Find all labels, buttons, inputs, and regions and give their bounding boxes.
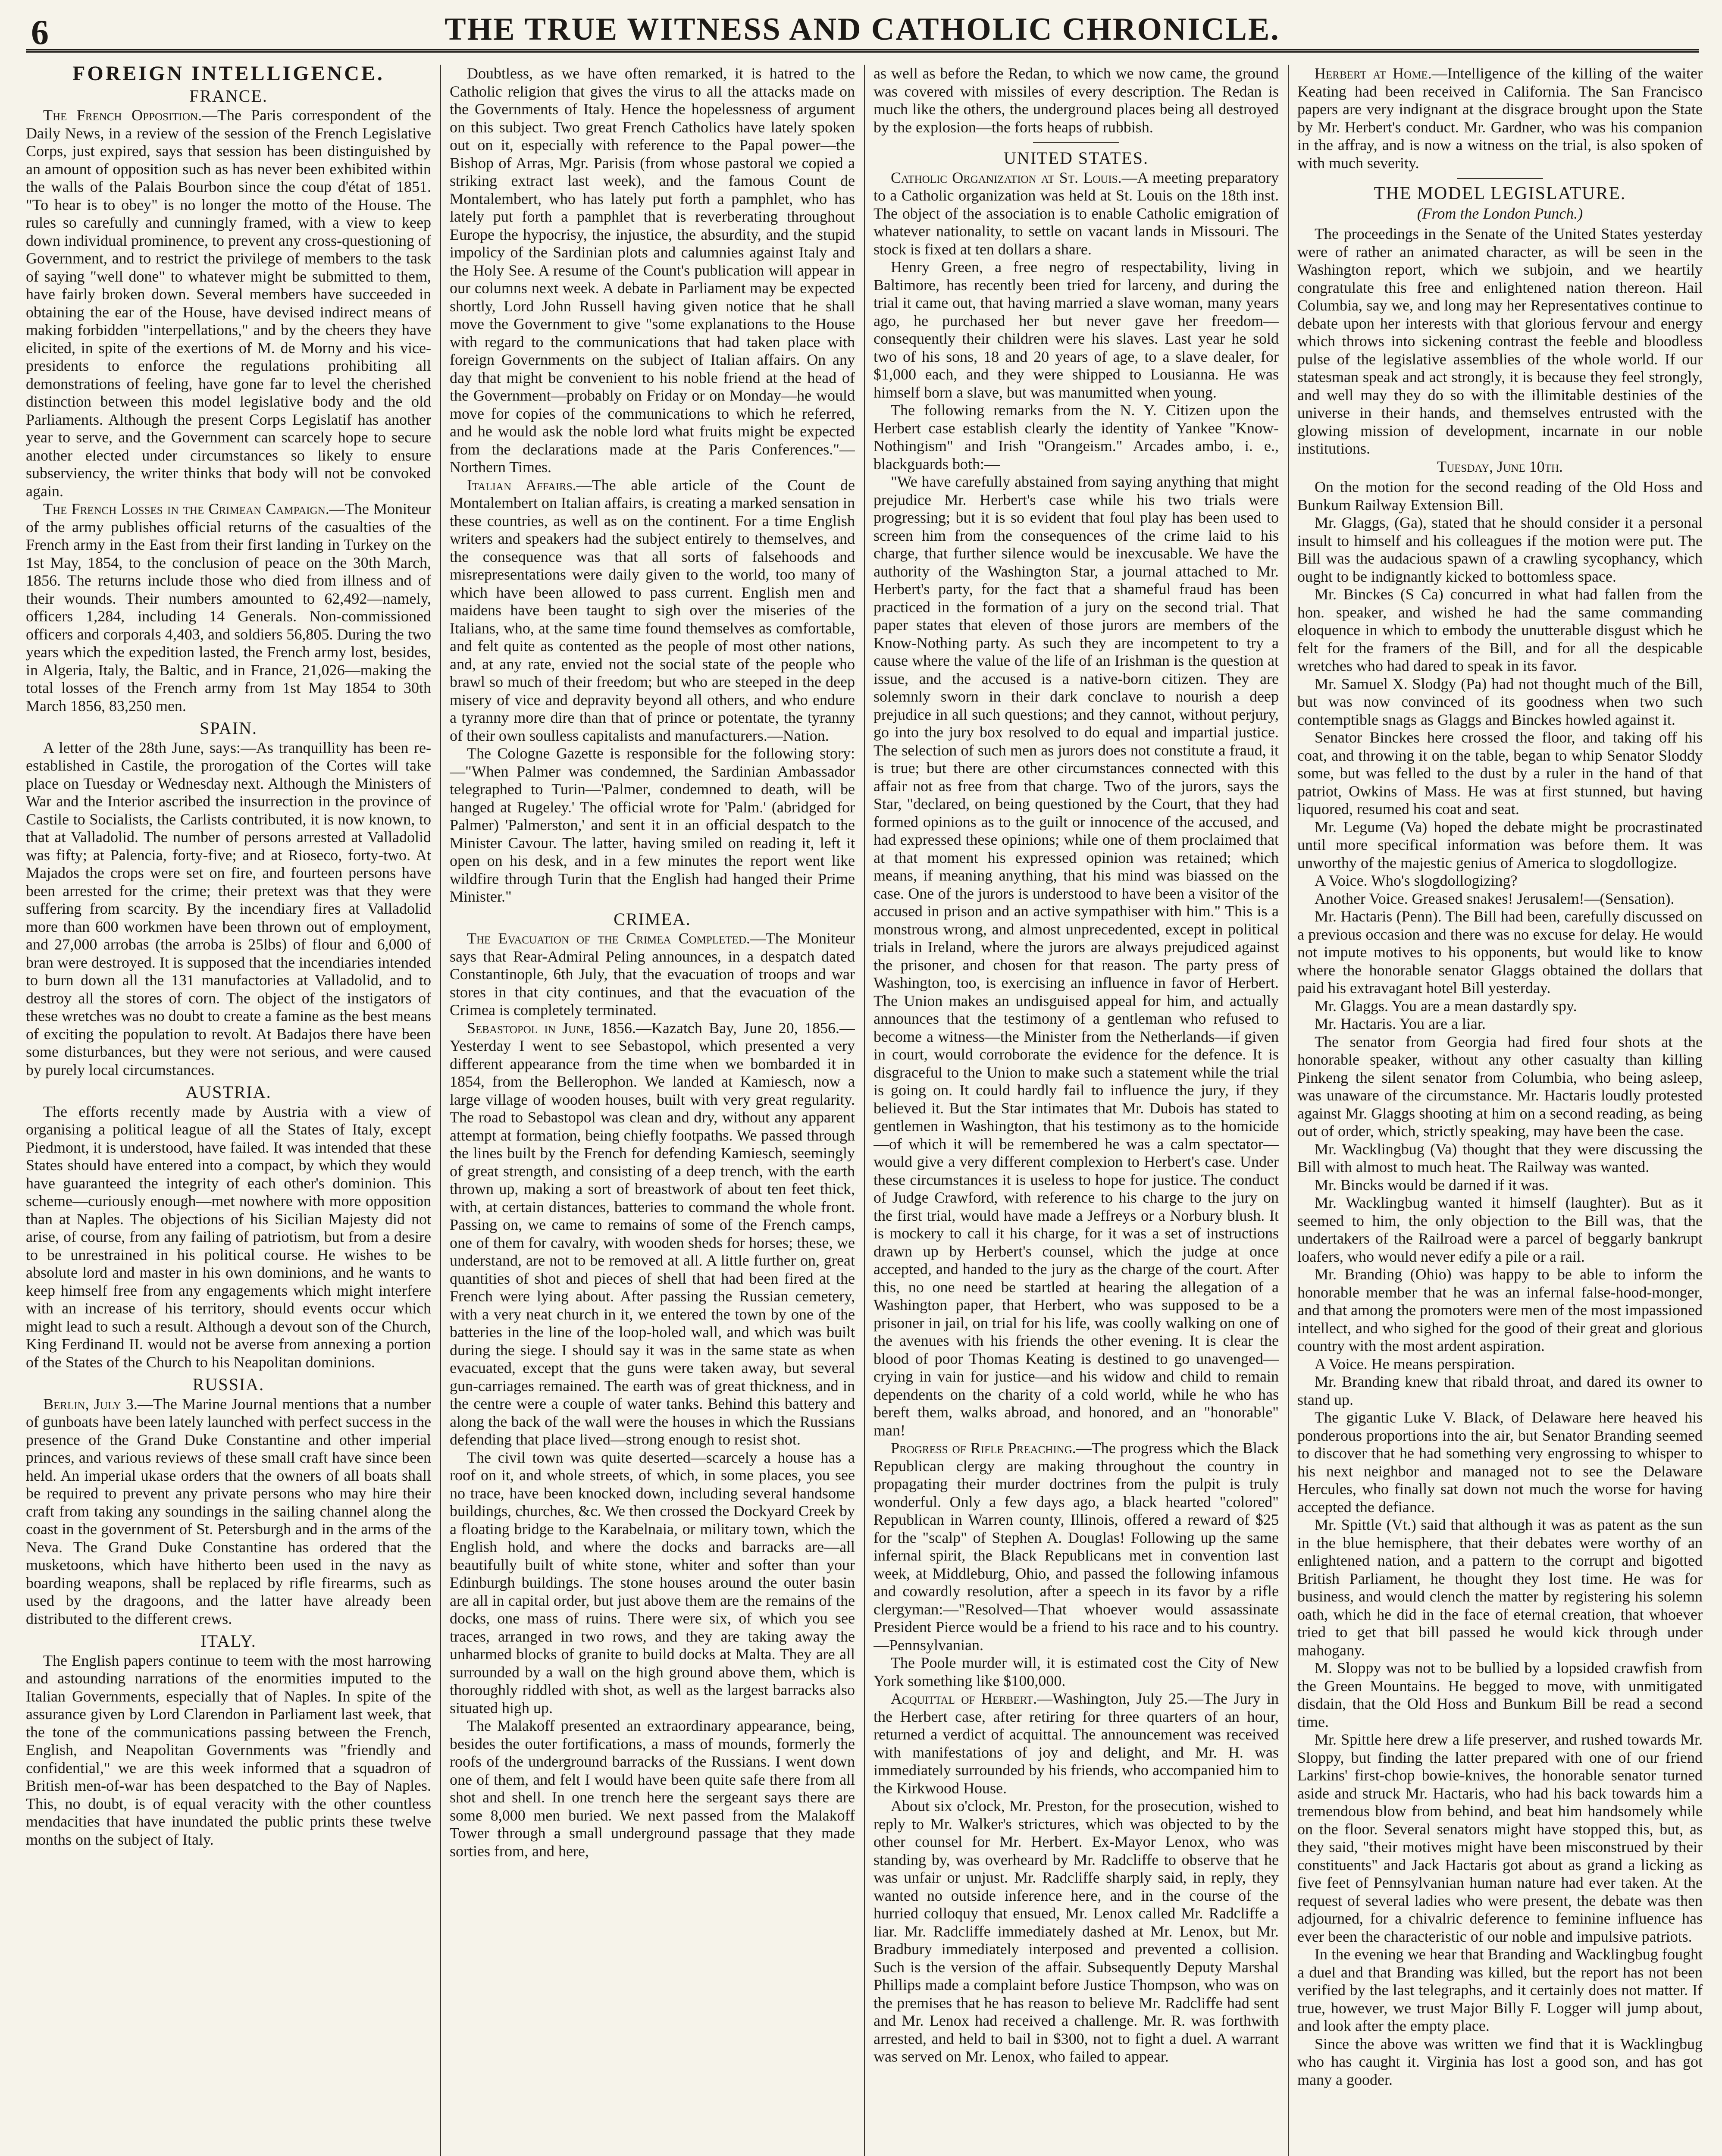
article-paragraph: "We have carefully abstained from saying anything that might prejudice Mr. Herbert's case while his two trials were progressing; but it is so evident that foul play has been used to screen him from the consequences of the crime laid to his charge, that further silence would be inexcusable. We have the authority of the Washington Star, a journal attached to Mr. Herbert's party, for the fact that a shameful fraud has been practiced in the formation of a jury on the second trial. That paper states that eleven of those jurors are members of the Know-Nothing party. As such they are incompetent to try a cause where the value of the life of an Irishman is the question at issue, and the accused is a native-born citizen. They are solemnly sworn in their dark conclave to nourish a deep prejudice in all such questions; and they cannot, without perjury, go into the jury box resolved to do equal and impartial justice. The selection of such men as jurors does not constitute a fraud, it is true; but there are other circumstances connected with this affair not as free from that charge. Two of the jurors, says the Star, "declared, on being questioned by the Court, that they had formed opinions as to the guilt or innocence of the accused, and had expressed these opinions; while one of them proclaimed that at that moment his expressed opinion was retained; which means, if meaning anything, that his mind was biassed on the case. One of the jurors is understood to have been a visitor of the accused in prison and an active sympathiser with him." This is a monstrous wrong, and almost unprecedented, except in political trials in Ireland, where the jurors are always prejudiced against the prisoner, and chosen for that reason. The party press of Washington, too, is exercising an influence in favor of Herbert. The Union makes an undisguised appeal for him, and actually announces that the testimony of a gentleman who refused to become a witness—the Minister from the Netherlands—if given in court, would corroborate the evidence for the defence. It is disgraceful to the Union to make such a statement while the trial is going on. It could hardly fail to influence the jury, if they believed it. But the Star intimates that Mr. Dubois has stated to gentlemen in Washington, that his testimony as to the homicide—of which it will be remembered he was a calm spectator—would give a very different complexion to Herbert's case. Under these circumstances it is useless to hope for justice. The conduct of Judge Crawford, with reference to his charge to the jury on the first trial, would have made a Jeffreys or a Norbury blush. It is mockery to call it his charge, for it was a set of instructions drawn up by Herbert's counsel, which the judge at once accepted, and handed to the jury as the charge of the court. After this, no one need be startled at hearing the allegation of a Washington paper, that Herbert, who was supposed to be a prisoner in jail, on trial for his life, was coolly walking on one of the avenues with his friends the other evening. It is clear the blood of poor Thomas Keating is destined to go unavenged—crying in vain for justice—and his widow and child to remain dependents on the charity of a cold world, while he who has bereft them, walks abroad, and honored, and an "honorable" man!	[874, 473, 1279, 1439]
lead-in: Herbert at Home.	[1315, 65, 1432, 82]
article-paragraph: Mr. Samuel X. Slodgy (Pa) had not thought much of the Bill, but was now convinced of its goodness when two such contemptible snags as Glaggs and Binckes howled against it.	[1297, 675, 1703, 728]
lead-in: Italian Affairs.	[467, 476, 576, 494]
article-paragraph: Mr. Spittle (Vt.) said that although it was as patent as the sun in the blue hemisphere, that their debates were worthy of an enlightened nation, and a pattern to the corrupt and bigotted British Parliament, he thought they lost time. He was for business, and would clench the matter by registering his solemn oath, which he did in the face of eternal creation, that whoever tried to get that bill passed he would kick through under mahogany.	[1297, 1516, 1703, 1659]
article-paragraph: Senator Binckes here crossed the floor, and taking off his coat, and throwing it on the table, began to whip Senator Sloddy some, but was felled to the dust by a ruler in the hand of that patriot, Owkins of Mass. He was at first stunned, but having liquored, resumed his coat and seat.	[1297, 729, 1703, 818]
article-paragraph	[450, 476, 855, 745]
paragraph-text: —The able article of the Count de Montalembert on Italian affairs, is creating a marked sensation in these countries, as well as on the continent. For a time English writers and speakers had the subject entirely to themselves, and the consequence was that all sorts of falsehoods and misrepresentations were daily given to the world, too many of which have been allowed to pass current. English men and maidens have been taught to sigh over the miseries of the Italians, who, at the same time found themselves as comfortable, and felt quite as contented as the people of most other nations, and, at any rate, envied not the social state of the people who brawl so much of their freedom; but who are steeped in the deep misery of vice and depravity beyond all others, and who endure a tyranny more dire than that of prince or potentate, the tyranny of their own soulless capitalists and manufacturers.—Nation.	[450, 476, 855, 744]
article-paragraph: Doubtless, as we have often remarked, it is hatred to the Catholic religion that gives the virus to all the attacks made on the Governments of Italy. Hence the hopelessness of argument on this subject. Two great French Catholics have lately spoken out on it, especially with reference to the Papal power—the Bishop of Arras, Mgr. Parisis (from whose pastoral we copied a striking extract last week), and the famous Count de Montalembert, who has lately put forth a pamphlet, who has lately put forth a pamphlet that is reverberating throughout Europe the hypocrisy, the injustice, the absurdity, and the stupid impolicy of the Sardinian plots and calumnies against Italy and the Holy See. A resume of the Count's publication will appear in our columns next week. A debate in Parliament may be expected shortly, Lord John Russell having given notice that he shall move the Government to give "some explanations to the House with regard to the communications that had taken place with foreign Governments on the subject of Italian affairs. On any day that might be convenient to his noble friend at the head of the Government—probably on Friday or on Monday—he would move for copies of the communications to which he referred, and he would ask the noble lord what fruits might be expected from the declarations made at the Paris Conferences."—Northern Times.	[450, 65, 855, 476]
article-paragraph	[26, 107, 431, 500]
heading-austria: AUSTRIA.	[185, 1082, 272, 1102]
source-line: (From the London Punch.)	[1417, 204, 1583, 222]
article-paragraph	[450, 930, 855, 1019]
column-4	[1297, 65, 1703, 2156]
article-paragraph: Henry Green, a free negro of respectability, living in Baltimore, has recently been tried for larceny, and during the trial it came out, that having married a slave woman, many years ago, he purchased her but never gave her freedom—consequently their children were his slaves. Last year he sold two of his sons, 18 and 20 years of age, to a slave dealer, for $1,000 each, and they were shipped to Lousianna. He was himself born a slave, but was manumitted when young.	[874, 258, 1279, 401]
column-rule	[440, 65, 441, 2156]
section-heading: FOREIGN INTELLIGENCE.	[72, 65, 385, 85]
article-paragraph	[874, 1439, 1279, 1654]
article-paragraph: Since the above was written we find that it is Wacklingbug who has caught it. Virginia has lost a good son, and has got many a gooder.	[1297, 2035, 1703, 2088]
column-rule	[1288, 65, 1289, 2156]
newspaper-title: THE TRUE WITNESS AND CATHOLIC CHRONICLE.	[445, 12, 1280, 47]
article-paragraph: A letter of the 28th June, says:—As tranquillity has been re-established in Castile, the prorogation of the Cortes will take place on Tuesday or Wednesday next. Although the Ministers of War and the Interior ascribed the insurrection in the province of Castile to Socialists, the Carlists contributed, it is now known, to that at Valladolid. The number of persons arrested at Valladolid was fifty; at Palencia, forty-five; and at Rioseco, forty-two. At Majados the crops were set on fire, and fourteen persons have been arrested for the crime; their pretext was that they were suffering from scarcity. By the incendiary fires at Valladolid more than 600 workmen have been thrown out of employment, and 27,000 arrobas (the arroba is 25lbs) of flour and 6,000 of bran were destroyed. It is supposed that the incendiaries intended to burn down all the 131 manufactories at Valladolid, and to destroy all the stores of corn. The object of the instigators of these wretches was no doubt to create a famine as the best means of exciting the population to revolt. At Badajos there have been some disturbances, but they were not serious, and were caused by purely local circumstances.	[26, 739, 431, 1078]
article-paragraph	[1297, 65, 1703, 172]
article-paragraph: In the evening we hear that Branding and Wacklingbug fought a duel and that Branding was killed, but the report has not been verified by the last telegraphs, and it certainly does not matter. If true, however, we trust Major Billy F. Logger will jump about, and look after the empty place.	[1297, 1946, 1703, 2034]
masthead	[26, 10, 1699, 53]
article-paragraph: Another Voice. Greased snakes! Jerusalem!—(Sensation).	[1315, 890, 1675, 907]
article-paragraph: Mr. Glaggs. You are a mean dastardly spy.	[1315, 997, 1577, 1015]
article-paragraph: M. Sloppy was not to be bullied by a lopsided crawfish from the Green Mountains. He begged to move, with unmitigated disdain, that the Old Hoss and Bunkum Bill be read a second time.	[1297, 1659, 1703, 1730]
date-line: Tuesday, June 10th.	[1437, 458, 1563, 475]
article-paragraph: A Voice. Who's slogdollogizing?	[1315, 872, 1518, 889]
article-paragraph	[26, 500, 431, 715]
paragraph-text: —A meeting preparatory to a Catholic organization was held at St. Louis on the 18th inst. The object of the association is to enable Catholic emigration of whatever nationality, to settle on vacant lands in Missouri. The stock is fixed at ten dollars a share.	[874, 169, 1279, 258]
paragraph-text: —Washington, July 25.—The Jury in the Herbert case, after retiring for three quarters of an hour, returned a verdict of acquittal. The announcement was received with manifestations of joy and delight, and Mr. H. was immediately surrounded by his friends, who accompanied him to the Kirkwood House.	[874, 1690, 1279, 1797]
article-paragraph: The following remarks from the N. Y. Citizen upon the Herbert case establish clearly the identity of Yankee "Know-Nothingism" and Irish "Orangeism." Arcades ambo, i. e., blackguards both:—	[874, 401, 1279, 473]
article-paragraph: On the motion for the second reading of the Old Hoss and Bunkum Railway Extension Bill.	[1297, 478, 1703, 514]
article-paragraph	[450, 1019, 855, 1449]
article-paragraph	[874, 169, 1279, 259]
lead-in: Catholic Organization at St. Louis.	[891, 169, 1122, 186]
heading-france: FRANCE.	[189, 86, 268, 106]
paragraph-text: —The Paris correspondent of the Daily News, in a review of the session of the French Legislative Corps, just expired, says that session has been distinguished by an amount of opposition such as has never been exhibited within the walls of the Palais Bourbon since the coup d'état of 1851. "To hear is to obey" is no longer the motto of the House. The rules so carefully and cunningly framed, with a view to keep down individual prominence, to prevent any cross-questioning of Government, and to restrict the privilege of members to the task of saying "well done" to whatever might be submitted to them, have fairly broken down. Several members have succeeded in obtaining the ear of the House, have devised indirect means of making forbidden "interpellations," and by the cheers they have elicited, in spite of the exertions of M. de Morny and his vice-presidents to enforce the regulations prohibiting all demonstrations of feeling, have gone far to level the cherished distinction between this model legislative body and the old Parliaments. Although the present Corps Legislatif has another year to serve, and the Government can scarcely hope to secure another elected under circumstances so likely to ensure subserviency, the writer thinks that body will not be convoked again.	[26, 107, 431, 500]
column-1	[26, 65, 431, 2156]
paragraph-text: —Kazatch Bay, June 20, 1856.—Yesterday I went to see Sebastopol, which presented a very different appearance from the time when we bombarded it in 1854, from the Bellerophon. We landed at Kamiesch, now a large village of wooden houses, built with very great regularity. The road to Sebastopol was clean and dry, without any apparent attempt at formation, being chiefly footpaths. We passed through the lines built by the French for defending Kamiesch, seemingly of great strength, and consisting of a deep trench, with the earth thrown up, making a sort of breastwork of about ten feet thick, with, at certain distances, batteries to command the whole front. Passing on, we came to remains of some of the French camps, one of them for cavalry, with wooden sheds for horses; these, we understand, are not to be removed at all. A little further on, great quantities of shot and pieces of shell that had been fired at the French were lying about. After passing the Russian cemetery, with a very neat church in it, we entered the town by one of the batteries in the line of the loop-holed wall, and which was built during the siege. I should say it was in the same state as when evacuated, except that the guns were taken away, but several gun-carriages remained. The earth was of great thickness, and in the centre were a couple of water tanks. Behind this battery and along the back of the wall were the houses in which the Russians defending that place lived—strong enough to resist shot.	[450, 1019, 855, 1448]
lead-in: The French Losses in the Crimean Campaign.	[43, 500, 329, 517]
article-paragraph: Mr. Wacklingbug (Va) thought that they were discussing the Bill with almost to much heat. The Railway was wanted.	[1297, 1140, 1703, 1175]
column-3	[874, 65, 1279, 2156]
paragraph-text: —The Marine Journal mentions that a number of gunboats have been lately launched with perfect success in the presence of the Grand Duke Constantine and other imperial princes, and various reviews of these small craft have since been held. An imperial ukase orders that the owners of all boats shall be required to prevent any private persons who may hire their craft from taking any soundings in the sailing channel along the coast in the government of St. Petersburgh and in the arms of the Neva. The Grand Duke Constantine has ordered that the musketoons, which have hitherto been used in the navy as boarding weapons, shall be replaced by rifle firearms, such as used by the dragoons, and the latter have already been distributed to the different crews.	[26, 1395, 431, 1627]
lead-in: Berlin, July 3.	[43, 1395, 138, 1413]
heading-united-states: UNITED STATES.	[1004, 148, 1149, 168]
heading-spain: SPAIN.	[200, 718, 257, 738]
column-rule	[864, 65, 865, 2156]
heading-italy: ITALY.	[200, 1631, 257, 1651]
article-paragraph: Mr. Binckes (S Ca) concurred in what had fallen from the hon. speaker, and wished he had the same commanding eloquence in which to embody the unutterable disgust which he felt for the framers of the Bill, and for all the despicable wretches who had dared to speak in its favor.	[1297, 586, 1703, 674]
article-paragraph: The efforts recently made by Austria with a view of organising a political league of all the States of Italy, except Piedmont, it is understood, have failed. It was intended that these States should have entered into a compact, by which they would have guaranteed the integrity of each other's dominion. This scheme—curiously enough—met nowhere with more opposition than at Naples. The objections of his Sicilian Majesty did not arise, of course, from any failing of patriotism, but from a desire to be unrestrained in his political course. He wishes to be absolute lord and master in his own dominions, and he wants to keep himself free from any engagements which might interfere with an increase of his territory, should events occur which might lead to such a result. Although a devout son of the Church, King Ferdinand II. would not be averse from annexing a portion of the States of the Church to his Neapolitan dominions.	[26, 1103, 431, 1371]
article-paragraph: The Poole murder will, it is estimated cost the City of New York something like $100,000.	[874, 1654, 1279, 1689]
article-paragraph: The civil town was quite deserted—scarcely a house has a roof on it, and whole streets, of which, in some places, you see no trace, have been knocked down, including several handsome buildings, churches, &c. We then crossed the Dockyard Creek by a floating bridge to the Karabelnaia, or military town, which the English hold, and where the docks and barracks are—all beautifully built of white stone, whiter and softer than your Edinburgh buildings. The stone houses around the outer basin are all in capital order, but just above them are the remains of the docks, one mass of ruins. There were six, of which you see traces, arranged in two rows, and they are taking away the unharmed blocks of granite to build docks at Malta. They are all surrounded by a wall on the high ground above them, which is thoroughly riddled with shot, as well as the largest barracks also situated high up.	[450, 1448, 855, 1717]
divider	[1457, 178, 1543, 179]
paragraph-text: —The progress which the Black Republican clergy are making throughout the country in propagating their murder doctrines from the pulpit is truly wonderful. Only a few days ago, a black hearted "colored" Republican in Warren county, Illinois, offered a reward of $25 for the "scalp" of Stephen A. Douglas! Following up the same infernal spirit, the Black Republicans met in convention last week, at Middleburg, Ohio, and passed the following infamous and cowardly resolution, after a speech in its favor by a rifle clergyman:—"Resolved—That whoever would assassinate President Pierce would be a friend to his race and to his country.—Pennsylvanian.	[874, 1439, 1279, 1654]
divider	[1033, 142, 1119, 143]
paragraph-text: —The Moniteur says that Rear-Admiral Peling announces, in a despatch dated Constantinople, 6th July, that the evacuation of troops and war stores in that city continues, and that the evacuation of the Crimea is completely terminated.	[450, 930, 855, 1018]
article-paragraph: Mr. Branding knew that ribald throat, and dared its owner to stand up.	[1297, 1373, 1703, 1408]
heading-russia: RUSSIA.	[192, 1375, 265, 1394]
article-paragraph: The Malakoff presented an extraordinary appearance, being, besides the outer fortifications, a mass of mounds, formerly the roofs of the underground barracks of the Russians. I went down one of them, and felt I would have been quite safe there from all shot and shell. In one trench here the sergeant says there are some 8,000 men buried. We next passed from the Malakoff Tower through a small underground passage that they made sorties from, and here,	[450, 1717, 855, 1860]
article-paragraph: Mr. Glaggs, (Ga), stated that he should consider it a personal insult to himself and his colleagues if the motion were put. The Bill was the audacious spawn of a crawling sycophancy, which ought to be indignantly kicked to bottomless space.	[1297, 514, 1703, 585]
heading-model-legislature: THE MODEL LEGISLATURE.	[1374, 184, 1626, 204]
page-number: 6	[31, 13, 49, 52]
lead-in: The French Opposition.	[43, 107, 202, 124]
column-2	[450, 65, 855, 2156]
article-paragraph: About six o'clock, Mr. Preston, for the prosecution, wished to reply to Mr. Walker's strictures, which was objected to by the other counsel for Mr. Herbert. Ex-Mayor Lenox, who was standing by, was overheard by Mr. Radcliffe to observe that he was unfair or unjust. Mr. Radcliffe sharply said, in reply, they wanted no outside inference here, and in the course of the hurried colloquy that ensued, Mr. Lenox called Mr. Radcliffe a liar. Mr. Radcliffe immediately dashed at Mr. Lenox, but Mr. Bradbury immediately interposed and prevented a collision. Such is the version of the affair. Subsequently Deputy Marshal Phillips made a complaint before Justice Thompson, who was on the premises that he has reason to believe Mr. Radcliffe had sent and Mr. Lenox had received a challenge. Mr. R. was forthwith arrested, and held to bail in $300, not to fight a duel. A warrant was served on Mr. Lenox, who failed to appear.	[874, 1797, 1279, 2065]
lead-in: The Evacuation of the Crimea Completed.	[467, 930, 750, 947]
article-paragraph	[874, 1690, 1279, 1797]
article-paragraph: The English papers continue to teem with the most harrowing and astounding narrations of the enormities imputed to the Italian Governments, especially that of Naples. In spite of the assurance given by Lord Clarendon in Parliament last week, that the tone of the communications passing between the French, English, and Neapolitan Governments was "friendly and confidential," we are this week informed that a squadron of British men-of-war has been despatched to the Bay of Naples. This, no doubt, is of equal veracity with the other countless mendacities that have inundated the public prints these twelve months on the subject of Italy.	[26, 1651, 431, 1848]
article-paragraph: Mr. Branding (Ohio) was happy to be able to inform the honorable member that he was an infernal false-hood-monger, and that among the promoters were men of the most impassioned intellect, and who sighed for the good of their great and glorious country with the most ardent aspiration.	[1297, 1266, 1703, 1354]
article-paragraph: Mr. Spittle here drew a life preserver, and rushed towards Mr. Sloppy, but finding the latter prepared with one of our friend Larkins' first-chop bowie-knives, the honorable senator turned aside and struck Mr. Hactaris, who had his back towards him a tremendous blow from behind, and beat him handsomely while on the floor. Several senators might have stopped this, but, as they said, "their motives might have been misconstrued by their constituents" and Jack Hactaris got about as grand a licking as five feet of Pennsylvanian human nature had ever taken. At the request of several ladies who were present, the debate was then adjourned, for a chivalric deference to feminine influence has ever been the characteristic of our noble and impulsive patriots.	[1297, 1731, 1703, 1945]
heading-crimea: CRIMEA.	[614, 909, 691, 929]
article-paragraph: The senator from Georgia had fired four shots at the honorable speaker, without any other casualty than killing Pinkeng the silent senator from Columbia, who being asleep, was unaware of the circumstance. Mr. Hactaris loudly protested against Mr. Glaggs shooting at him on a second reading, as being out of order, which, strictly speaking, may have been the case.	[1297, 1033, 1703, 1140]
paragraph-text: —Intelligence of the killing of the waiter Keating had been received in California. The San Francisco papers are very indignant at the disgrace brought upon the State by Mr. Herbert's conduct. Mr. Gardner, who was his companion in the affray, and is now a witness on the trial, is also spoken of with much severity.	[1297, 65, 1703, 172]
article-paragraph: as well as before the Redan, to which we now came, the ground was covered with missiles of every description. The Redan is much like the others, the underground places being all destroyed by the explosion—the forts heaps of rubbish.	[874, 65, 1279, 136]
article-paragraph: Mr. Hactaris (Penn). The Bill had been, carefully discussed on a previous occasion and there was no excuse for delay. He would not impute motives to his opponents, but would like to know where the honorable senator Glaggs obtained the dollars that paid his extravagant hotel Bill yesterday.	[1297, 908, 1703, 997]
article-paragraph	[26, 1395, 431, 1628]
article-paragraph: Mr. Bincks would be darned if it was.	[1315, 1176, 1549, 1194]
article-paragraph: Mr. Hactaris. You are a liar.	[1315, 1015, 1486, 1032]
article-paragraph: Mr. Wacklingbug wanted it himself (laughter). But as it seemed to him, the only objection to the Bill was, that the undertakers of the Railroad were a parcel of beggarly bankrupt loafers, who would never edify a pile or a rail.	[1297, 1194, 1703, 1265]
lead-in: Acquittal of Herbert.	[891, 1690, 1037, 1707]
lead-in: Sebastopol in June, 1856.	[467, 1019, 636, 1037]
article-paragraph: The gigantic Luke V. Black, of Delaware here heaved his ponderous proportions into the air, but Senator Branding seemed to discover that he had something very engrossing to whisper to his next neighbor and managed not to see the Delaware Hercules, who finally sat down not much the worse for having accepted the defiance.	[1297, 1409, 1703, 1516]
lead-in: Progress of Rifle Preaching.	[891, 1439, 1076, 1457]
article-paragraph: The proceedings in the Senate of the United States yesterday were of rather an animated character, as will be seen in the Washington report, which we subjoin, and we heartily congratulate this free and enlightened nation thereon. Hail Columbia, say we, and long may her Representatives continue to debate upon her interests with that glorious fervour and energy which throws into sickening contrast the feeble and bloodless pulse of the legislative assemblies of the whole world. If our statesman speak and act strongly, it is because they feel strongly, and well may they do so with the illimitable destinies of the universe in their hands, and themselves entrusted with the glowing mission of development, incarnate in our noble institutions.	[1297, 225, 1703, 457]
article-paragraph: A Voice. He means perspiration.	[1315, 1355, 1515, 1373]
article-paragraph: The Cologne Gazette is responsible for the following story:—"When Palmer was condemned, the Sardinian Ambassador telegraphed to Turin—'Palmer, condemned to death, will be hanged at Rugeley.' The official wrote for 'Palm.' (abridged for Palmer) 'Palmerston,' and sent it in an official despatch to the Minister Cavour. The latter, having smiled on reading it, left it open on his desk, and in a few minutes the report went like wildfire through Turin that the English had hanged their Prime Minister."	[450, 745, 855, 905]
paragraph-text: —The Moniteur of the army publishes official returns of the casualties of the French army in the East from their first landing in Turkey on the 1st May, 1854, to the conclusion of peace on the 30th March, 1856. The returns include those who died from illness and of their wounds. Their numbers amounted to 62,492—namely, officers 1,284, including 14 Generals. Non-commissioned officers and corporals 4,403, and soldiers 56,805. During the two years which the expedition lasted, the French army lost, besides, in Algeria, Italy, the Baltic, and in France, 21,026—making the total losses of the French army from 1st May 1854 to 30th March 1856, 83,250 men.	[26, 500, 431, 714]
article-paragraph: Mr. Legume (Va) hoped the debate might be procrastinated until more specifical information was before them. It was unworthy of the majestic genius of America to slogdollogize.	[1297, 818, 1703, 871]
